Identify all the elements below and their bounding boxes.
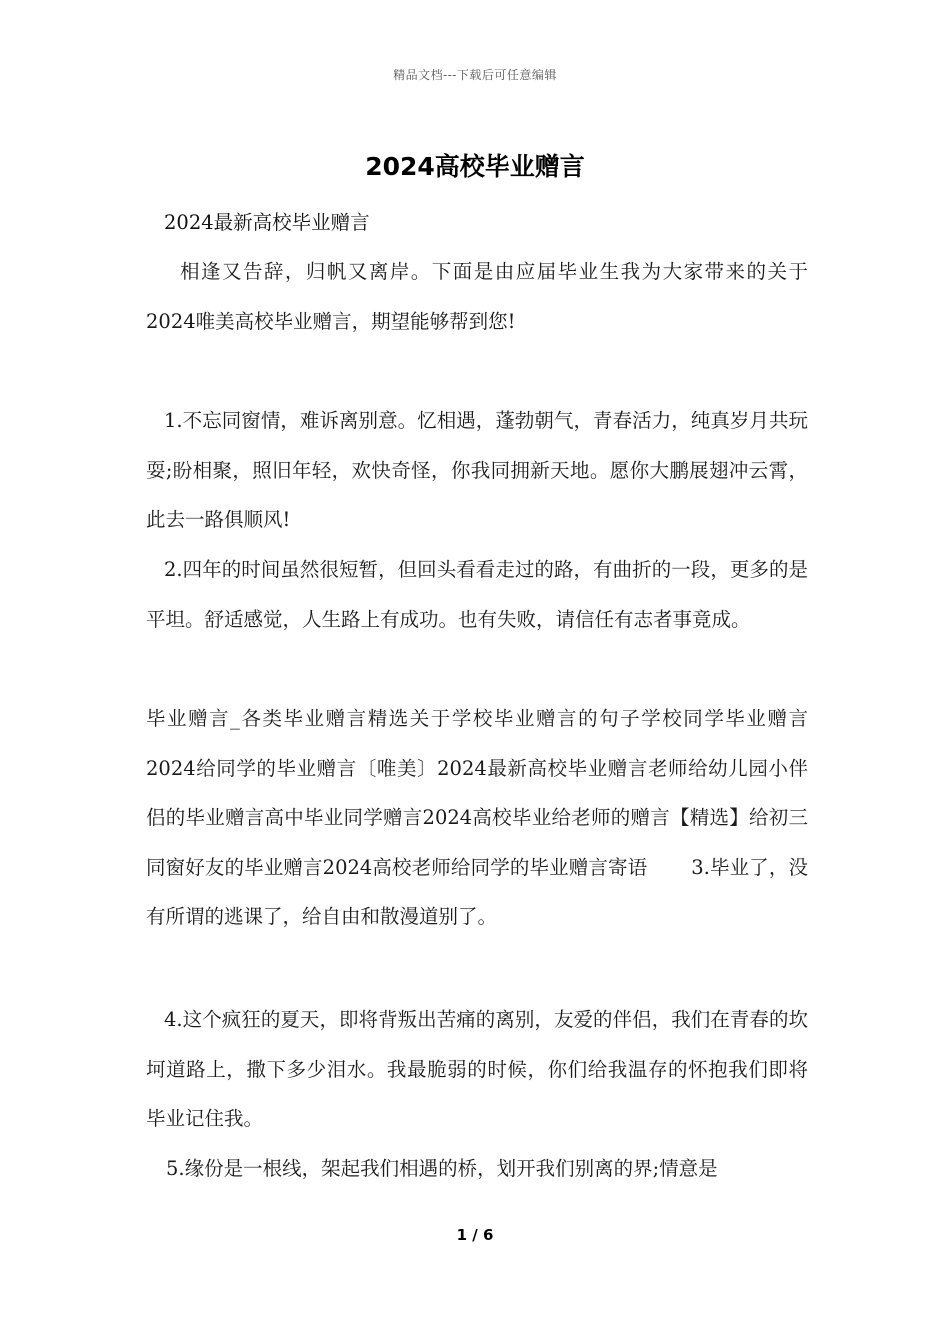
paragraph-4-text: 4.这个疯狂的夏天，即将背叛出苦痛的离别，友爱的伴侣，我们在青春的坎坷道路上，撒下多少泪水。我最脆弱的时候，你们给我温存的怀抱我们即将毕业记住我。 [146, 1008, 808, 1130]
document-title: 2024高校毕业赠言 [365, 152, 585, 181]
paragraph-2 [146, 545, 808, 644]
related-links-paragraph [146, 694, 808, 942]
related-links-block [146, 694, 808, 942]
document-subtitle: 2024最新高校毕业赠言 [164, 211, 370, 234]
paragraph-3-text: 3.毕业了，没有所谓的逃课了，给自由和散漫道别了。 [146, 855, 808, 928]
page-number: 1 / 6 [456, 1226, 494, 1244]
paragraph-1 [146, 396, 808, 545]
paragraph-4 [146, 995, 808, 1144]
paragraph-5 [146, 1144, 808, 1194]
intro-text: 相逢又告辞，归帆又离岸。下面是由应届毕业生我为大家带来的关于2024唯美高校毕业赠言，期望能够帮到您! [146, 260, 808, 333]
paragraph-5-text: 5.缘份是一根线，架起我们相遇的桥，划开我们别离的界;情意是 [166, 1157, 718, 1180]
related-links-text[interactable]: 毕业赠言_各类毕业赠言精选关于学校毕业赠言的句子学校同学毕业赠言2024给同学的毕业赠言〔唯美〕2024最新高校毕业赠言老师给幼儿园小伴侣的毕业赠言高中毕业同学赠言2024高校毕业给老师的赠言【精选】给初三同窗好友的毕业赠言2024高校老师给同学的毕业赠言寄语 [146, 707, 808, 879]
paragraph-1-text: 1.不忘同窗情，难诉离别意。忆相遇，蓬勃朝气，青春活力，纯真岁月共玩耍;盼相聚，照旧年轻，欢快奇怪，你我同拥新天地。愿你大鹏展翅冲云霄，此去一路俱顺风! [146, 409, 808, 531]
header-note: 精品文档---下载后可任意编辑 [393, 68, 557, 82]
intro-paragraph [146, 247, 808, 346]
paragraph-2-text: 2.四年的时间虽然很短暂，但回头看看走过的路，有曲折的一段，更多的是平坦。舒适感觉，人生路上有成功。也有失败，请信任有志者事竟成。 [146, 558, 808, 631]
